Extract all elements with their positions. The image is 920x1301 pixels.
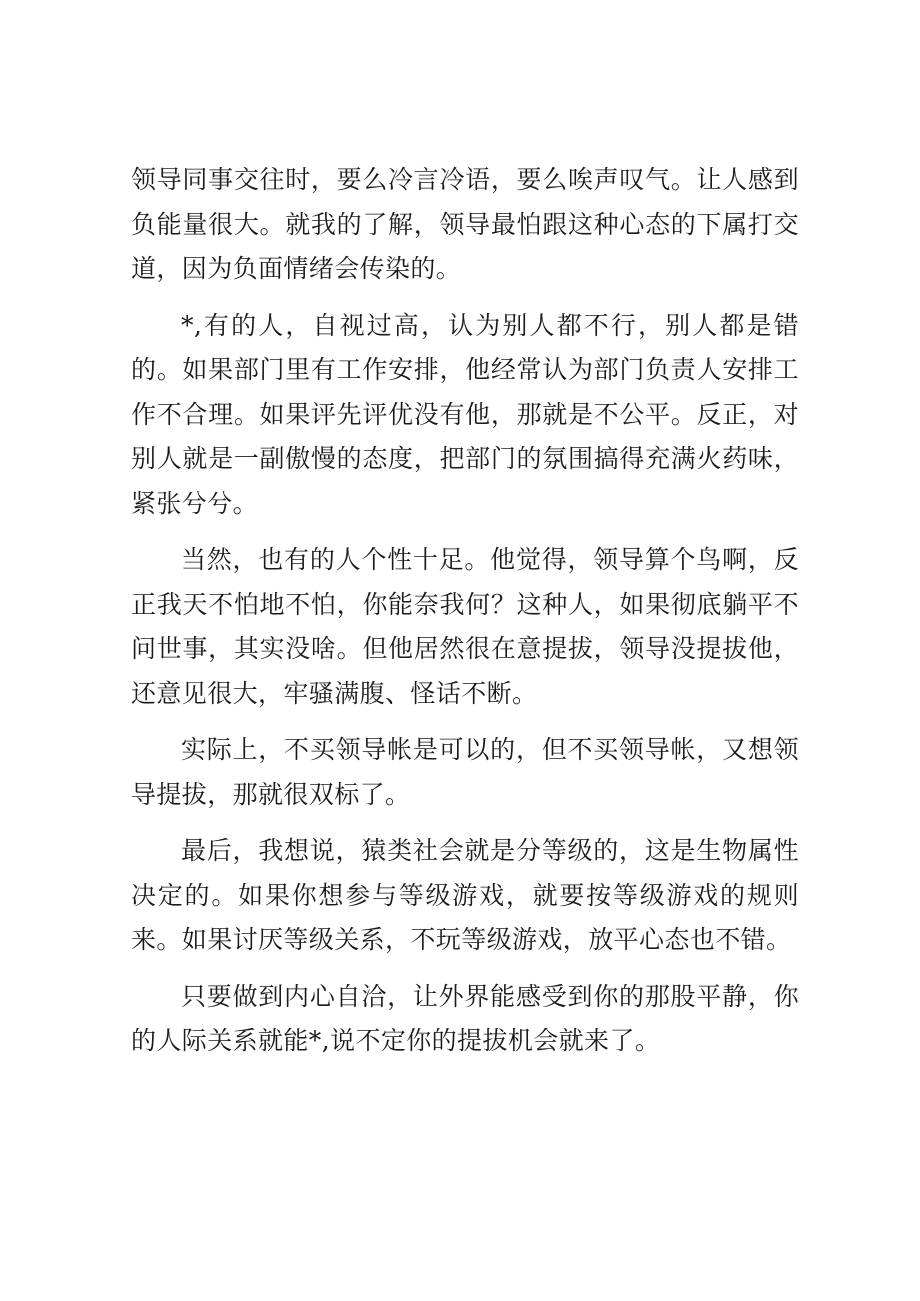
document-body xyxy=(131,158,799,1076)
paragraph-continued: 领导同事交往时，要么冷言冷语，要么唉声叹气。让人感到负能量很大。就我的了解，领导最怕跟这种心态的下属打交道，因为负面情绪会传染的。 xyxy=(131,165,799,283)
paragraph: 只要做到内心自洽，让外界能感受到你的那股平静，你的人际关系就能*,说不定你的提拔机会就来了。 xyxy=(131,981,799,1055)
paragraph: *,有的人，自视过高，认为别人都不行，别人都是错的。如果部门里有工作安排，他经常认为部门负责人安排工作不合理。如果评先评优没有他，那就是不公平。反正，对别人就是一副傲慢的态度，把部门的氛围搞得充满火药味，紧张兮兮。 xyxy=(131,310,799,518)
paragraph: 当然，也有的人个性十足。他觉得，领导算个鸟啊，反正我天不怕地不怕，你能奈我何？这种人，如果彻底躺平不问世事，其实没啥。但他居然很在意提拔，领导没提拔他，还意见很大，牢骚满腹、怪话不断。 xyxy=(131,545,799,708)
paragraph: 最后，我想说，猿类社会就是分等级的，这是生物属性决定的。如果你想参与等级游戏，就要按等级游戏的规则来。如果讨厌等级关系，不玩等级游戏，放平心态也不错。 xyxy=(131,836,799,954)
paragraph: 实际上，不买领导帐是可以的，但不买领导帐，又想领导提拔，那就很双标了。 xyxy=(131,735,799,809)
